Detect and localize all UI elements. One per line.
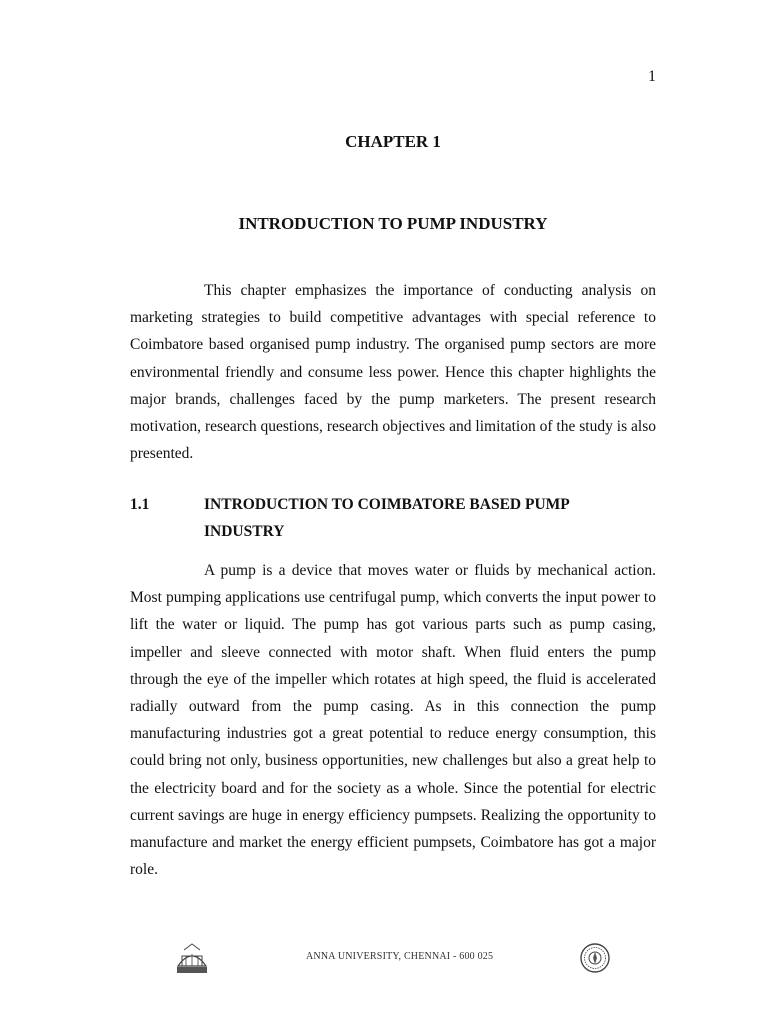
chapter-title: INTRODUCTION TO PUMP INDUSTRY <box>238 214 548 233</box>
section-paragraph <box>130 557 656 883</box>
page-number: 1 <box>648 68 656 85</box>
intro-paragraph-text: This chapter emphasizes the importance of conducting analysis on marketing strategies to build competitive advantages with special reference to Coimbatore based organised pump industry. The organised pump sectors are more environmental friendly and consume less power. Hence this chapter highlights the major brands, challenges faced by the pump marketers. The present research motivation, research questions, research objectives and limitation of the study is also presented. <box>130 282 656 463</box>
page-footer <box>0 940 768 980</box>
footer-text: ANNA UNIVERSITY, CHENNAI - 600 025 <box>306 951 494 962</box>
university-emblem-icon <box>174 942 210 976</box>
intro-paragraph <box>130 277 656 467</box>
chapter-heading: CHAPTER 1 <box>345 132 441 151</box>
section-paragraph-text: A pump is a device that moves water or fluids by mechanical action. Most pumping applications use centrifugal pump, which converts the input power to lift the water or liquid. The pump has got various parts such as pump casing, impeller and sleeve connected with motor shaft. When fluid enters the pump through the eye of the impeller which rotates at high speed, the fluid is accelerated radially outward from the pump casing. As in this connection the pump manufacturing industries got a great potential to reduce energy consumption, this could bring not only, business opportunities, new challenges but also a great help to the electricity board and for the society as a whole. Since the potential for electric current savings are huge in energy efficiency pumpsets. Realizing the opportunity to manufacture and market the energy efficient pumpsets, Coimbatore has got a major role. <box>130 562 656 879</box>
section-title: INTRODUCTION TO COIMBATORE BASED PUMP INDUSTRY <box>204 496 569 540</box>
university-seal-icon <box>579 942 611 974</box>
section-number: 1.1 <box>130 496 150 513</box>
